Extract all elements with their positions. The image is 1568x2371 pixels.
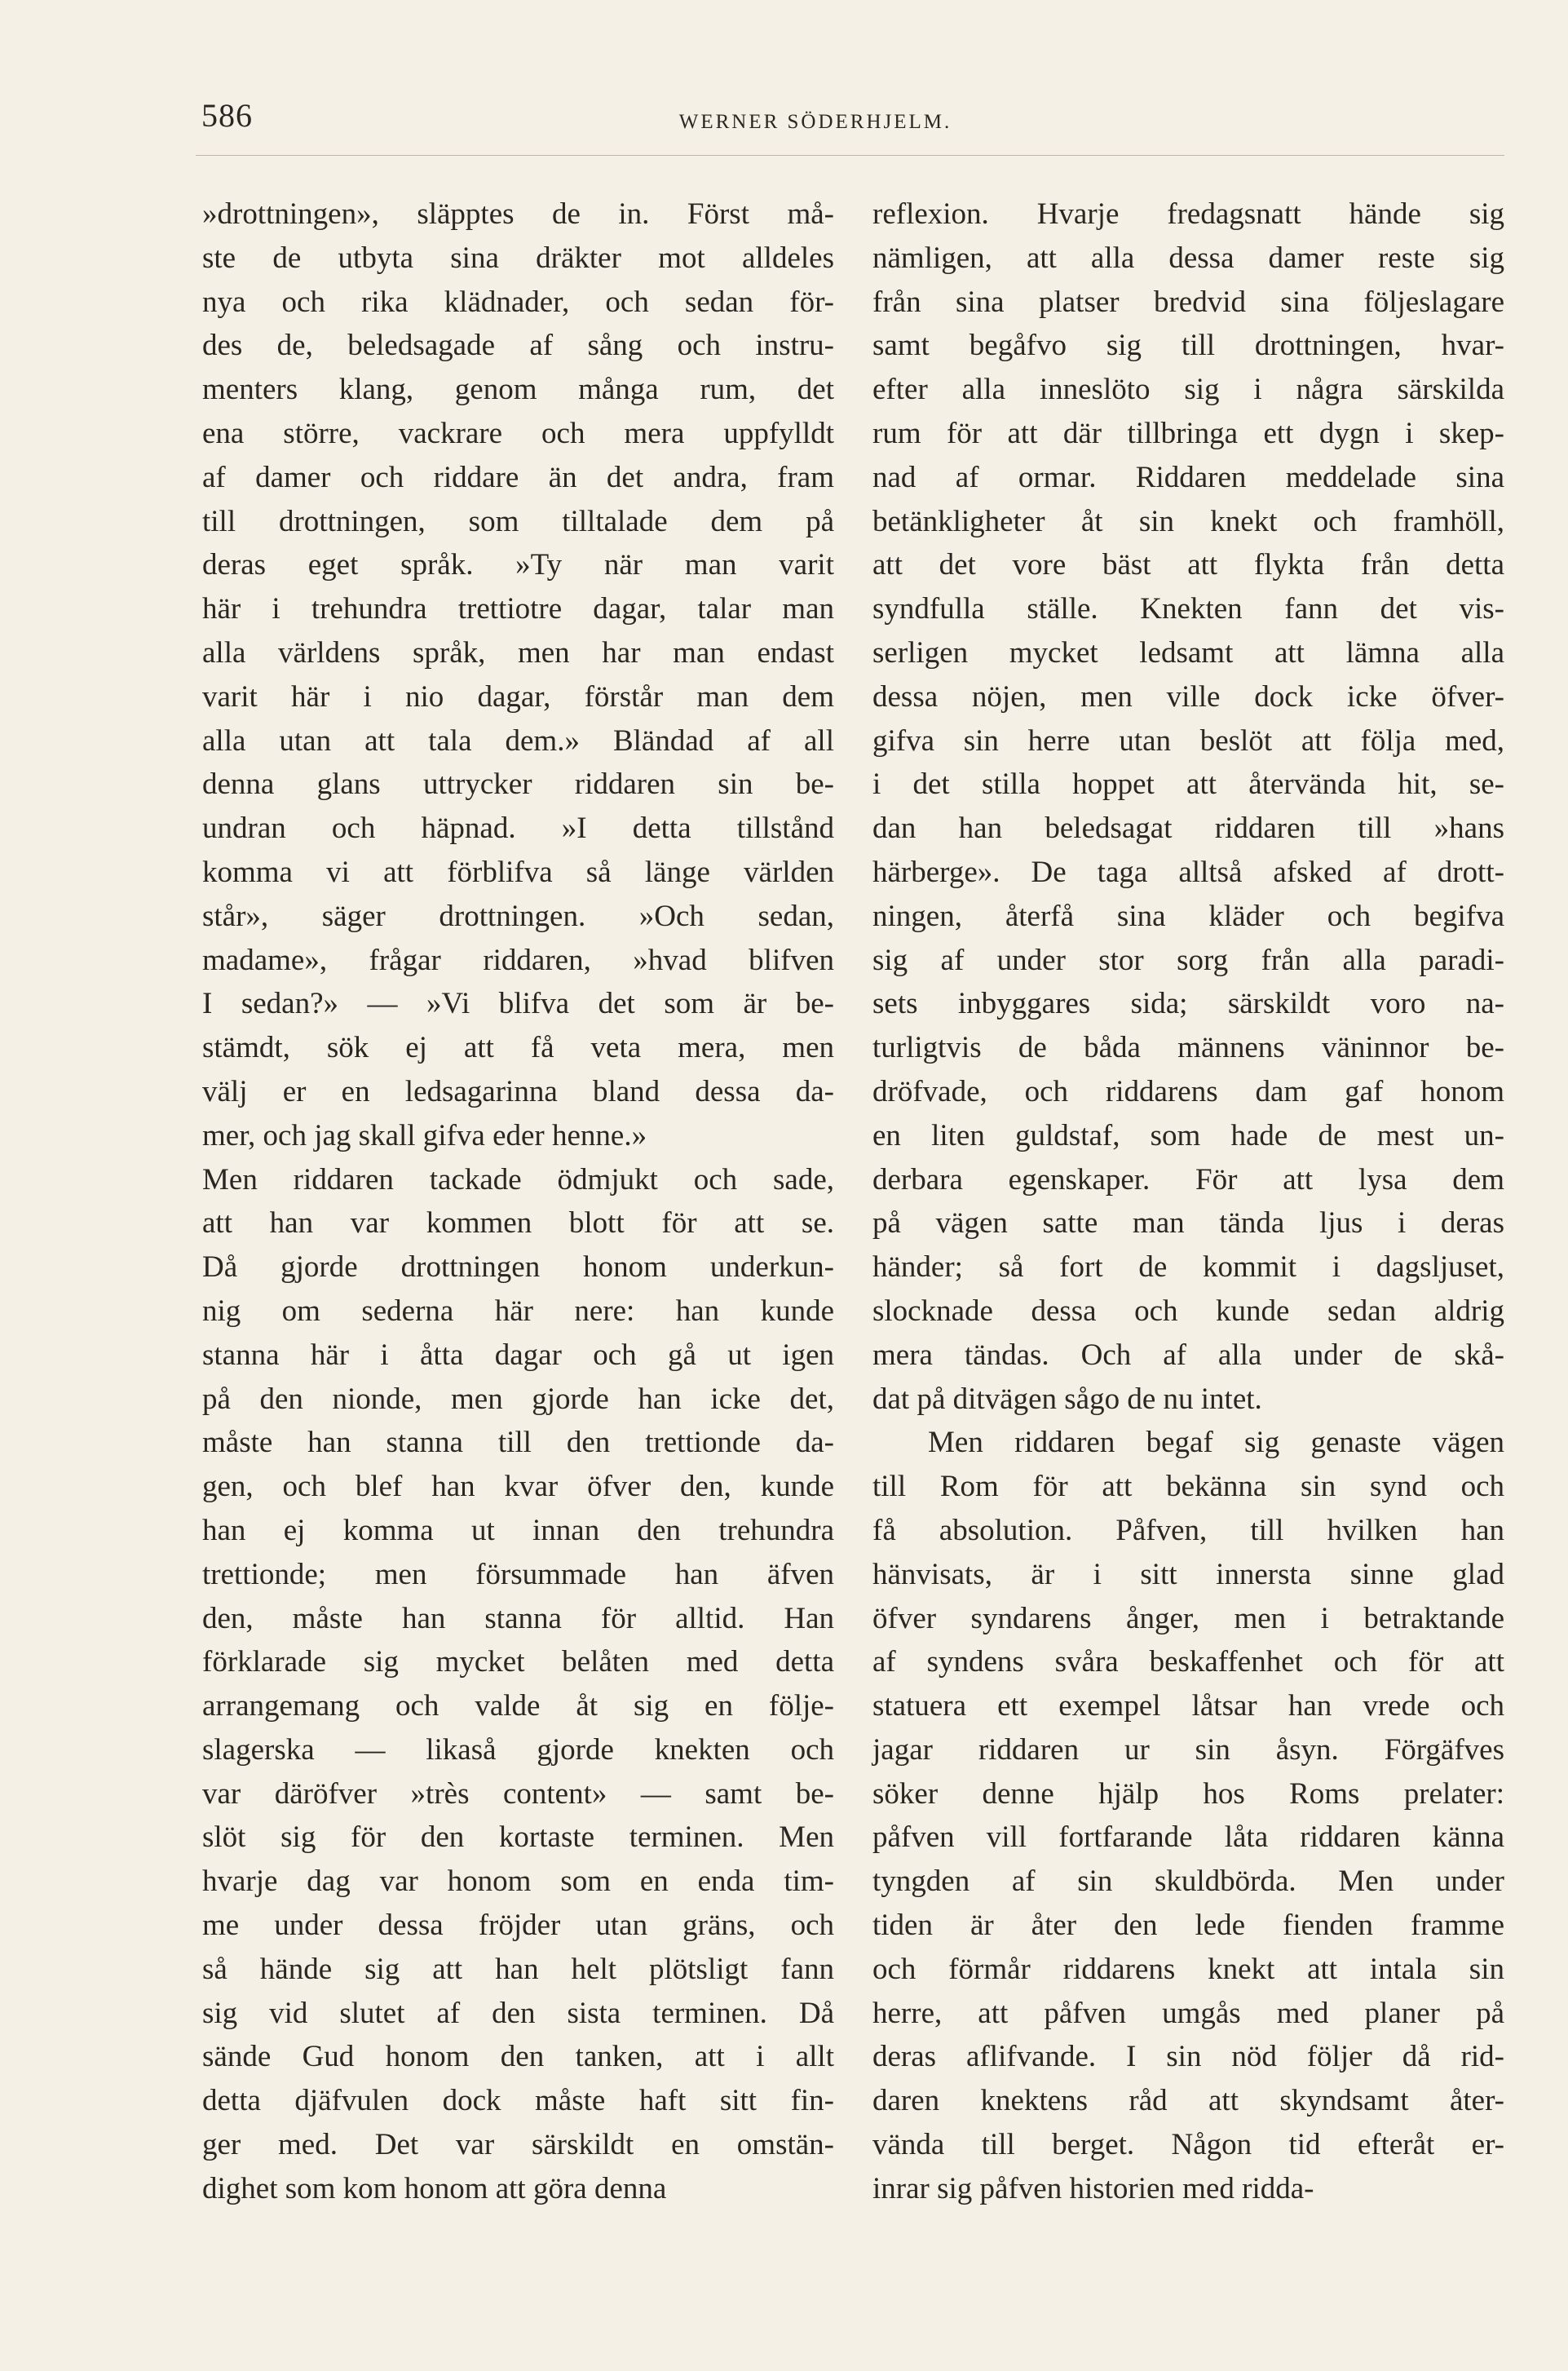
text-line: ger med. Det var särskildt en omstän- (202, 2128, 834, 2162)
text-line: till Rom för att bekänna sin synd och (872, 1470, 1504, 1504)
text-line: i det stilla hoppet att återvända hit, se- (872, 767, 1504, 802)
text-line: till drottningen, som tilltalade dem på (202, 504, 834, 538)
text-line: tiden är åter den lede fienden framme (872, 1909, 1504, 1943)
text-line: och förmår riddarens knekt att intala sin (872, 1952, 1504, 1986)
text-line: reflexion. Hvarje fredagsnatt hände sig (872, 197, 1504, 231)
text-line: så hände sig att han helt plötsligt fann (202, 1952, 834, 1986)
text-line: rum för att där tillbringa ett dygn i skep- (872, 416, 1504, 450)
text-line: ningen, återfå sina kläder och begifva (872, 899, 1504, 933)
text-line: samt begåfvo sig till drottningen, hvar- (872, 329, 1504, 363)
text-line: madame», frågar riddaren, »hvad blifven (202, 943, 834, 977)
text-line: slocknade dessa och kunde sedan aldrig (872, 1294, 1504, 1328)
text-line: att han var kommen blott för att se. (202, 1206, 834, 1241)
text-line: står», säger drottningen. »Och sedan, (202, 899, 834, 933)
text-line: en liten guldstaf, som hade de mest un- (872, 1118, 1504, 1152)
text-line: måste han stanna till den trettionde da- (202, 1426, 834, 1460)
text-line: att det vore bäst att flykta från detta (872, 548, 1504, 582)
text-line: detta djäfvulen dock måste haft sitt fin- (202, 2084, 834, 2118)
text-line: öfver syndarens ånger, men i betraktande (872, 1601, 1504, 1635)
text-line: trettionde; men försummade han äfven (202, 1557, 834, 1591)
text-line: här i trehundra trettiotre dagar, talar man (202, 592, 834, 626)
text-line: syndfulla ställe. Knekten fann det vis- (872, 592, 1504, 626)
text-line: efter alla inneslöto sig i några särskilda (872, 373, 1504, 407)
text-line: på vägen satte man tända ljus i deras (872, 1206, 1504, 1241)
text-line: jagar riddaren ur sin åsyn. Förgäfves (872, 1732, 1504, 1767)
text-line: få absolution. Påfven, till hvilken han (872, 1513, 1504, 1547)
text-line: den, måste han stanna för alltid. Han (202, 1601, 834, 1635)
text-line: dröfvade, och riddarens dam gaf honom (872, 1074, 1504, 1108)
text-line: stanna här i åtta dagar och gå ut igen (202, 1338, 834, 1372)
text-line: des de, beledsagade af sång och instru- (202, 329, 834, 363)
text-line: menters klang, genom många rum, det (202, 373, 834, 407)
text-line: sände Gud honom den tanken, att i allt (202, 2040, 834, 2074)
text-line: alla utan att tala dem.» Bländad af all (202, 723, 834, 758)
text-line: arrangemang och valde åt sig en följe- (202, 1689, 834, 1723)
text-line: deras eget språk. »Ty när man varit (202, 548, 834, 582)
text-line: Men riddaren tackade ödmjukt och sade, (202, 1162, 834, 1197)
text-line: från sina platser bredvid sina följeslagare (872, 285, 1504, 319)
text-line: söker denne hjälp hos Roms prelater: (872, 1776, 1504, 1811)
text-line: deras aflifvande. I sin nöd följer då rid- (872, 2040, 1504, 2074)
text-line: slöt sig för den kortaste terminen. Men (202, 1820, 834, 1855)
text-line: herre, att påfven umgås med planer på (872, 1996, 1504, 2030)
text-line: daren knektens råd att skyndsamt åter- (872, 2084, 1504, 2118)
text-line: nämligen, att alla dessa damer reste sig (872, 241, 1504, 275)
text-line: var däröfver »très content» — samt be- (202, 1776, 834, 1811)
text-line: varit här i nio dagar, förstår man dem (202, 679, 834, 714)
text-line: dighet som kom honom att göra denna (202, 2171, 667, 2205)
text-line: gen, och blef han kvar öfver den, kunde (202, 1470, 834, 1504)
text-line: serligen mycket ledsamt att lämna alla (872, 635, 1504, 670)
text-line: gifva sin herre utan beslöt att följa med, (872, 723, 1504, 758)
text-line: komma vi att förblifva så länge världen (202, 855, 834, 889)
text-line: händer; så fort de kommit i dagsljuset, (872, 1250, 1504, 1285)
text-line: me under dessa fröjder utan gräns, och (202, 1909, 834, 1943)
text-line: turligtvis de båda männens väninnor be- (872, 1031, 1504, 1065)
text-line: på den nionde, men gjorde han icke det, (202, 1382, 834, 1416)
text-line: dessa nöjen, men ville dock icke öfver- (872, 679, 1504, 714)
text-line: dan han beledsagat riddaren till »hans (872, 812, 1504, 846)
text-line: I sedan?» — »Vi blifva det som är be- (202, 987, 834, 1021)
text-line: nad af ormar. Riddaren meddelade sina (872, 460, 1504, 494)
text-line: Men riddaren begaf sig genaste vägen (928, 1426, 1504, 1460)
page-number: 586 (201, 97, 253, 134)
text-line: härberge». De taga alltså afsked af drott- (872, 855, 1504, 889)
text-line: påfven vill fortfarande låta riddaren känna (872, 1820, 1504, 1855)
text-line: mer, och jag skall gifva eder henne.» (202, 1118, 647, 1152)
text-line: undran och häpnad. »I detta tillstånd (202, 812, 834, 846)
text-line: sig af under stor sorg från alla paradi- (872, 943, 1504, 977)
text-line: betänkligheter åt sin knekt och framhöll, (872, 504, 1504, 538)
running-head: WERNER SÖDERHJELM. (678, 111, 952, 133)
text-line: »drottningen», släpptes de in. Först må- (202, 197, 834, 231)
text-line: derbara egenskaper. För att lysa dem (872, 1162, 1504, 1197)
text-line: dat på ditvägen sågo de nu intet. (872, 1382, 1262, 1416)
text-line: nig om sederna här nere: han kunde (202, 1294, 834, 1328)
text-line: ena större, vackrare och mera uppfylldt (202, 416, 834, 450)
text-line: vända till berget. Någon tid efteråt er- (872, 2128, 1504, 2162)
text-line: inrar sig påfven historien med ridda- (872, 2171, 1314, 2205)
header-rule (196, 155, 1504, 156)
text-line: denna glans uttrycker riddaren sin be- (202, 767, 834, 802)
text-line: stämdt, sök ej att få veta mera, men (202, 1031, 834, 1065)
text-line: tyngden af sin skuldbörda. Men under (872, 1865, 1504, 1899)
text-line: mera tändas. Och af alla under de skå- (872, 1338, 1504, 1372)
right-column (872, 192, 1504, 2211)
text-line: af damer och riddare än det andra, fram (202, 460, 834, 494)
text-line: slagerska — likaså gjorde knekten och (202, 1732, 834, 1767)
text-line: Då gjorde drottningen honom underkun- (202, 1250, 834, 1285)
text-line: af syndens svåra beskaffenhet och för att (872, 1645, 1504, 1679)
text-line: hänvisats, är i sitt innersta sinne glad (872, 1557, 1504, 1591)
text-line: sig vid slutet af den sista terminen. Då (202, 1996, 834, 2030)
text-line: hvarje dag var honom som en enda tim- (202, 1865, 834, 1899)
text-line: sets inbyggares sida; särskildt voro na- (872, 987, 1504, 1021)
text-line: välj er en ledsagarinna bland dessa da- (202, 1074, 834, 1108)
left-column (202, 192, 834, 2211)
text-line: han ej komma ut innan den trehundra (202, 1513, 834, 1547)
text-line: nya och rika klädnader, och sedan för- (202, 285, 834, 319)
text-line: statuera ett exempel låtsar han vrede och (872, 1689, 1504, 1723)
text-line: förklarade sig mycket belåten med detta (202, 1645, 834, 1679)
text-line: ste de utbyta sina dräkter mot alldeles (202, 241, 834, 275)
text-line: alla världens språk, men har man endast (202, 635, 834, 670)
